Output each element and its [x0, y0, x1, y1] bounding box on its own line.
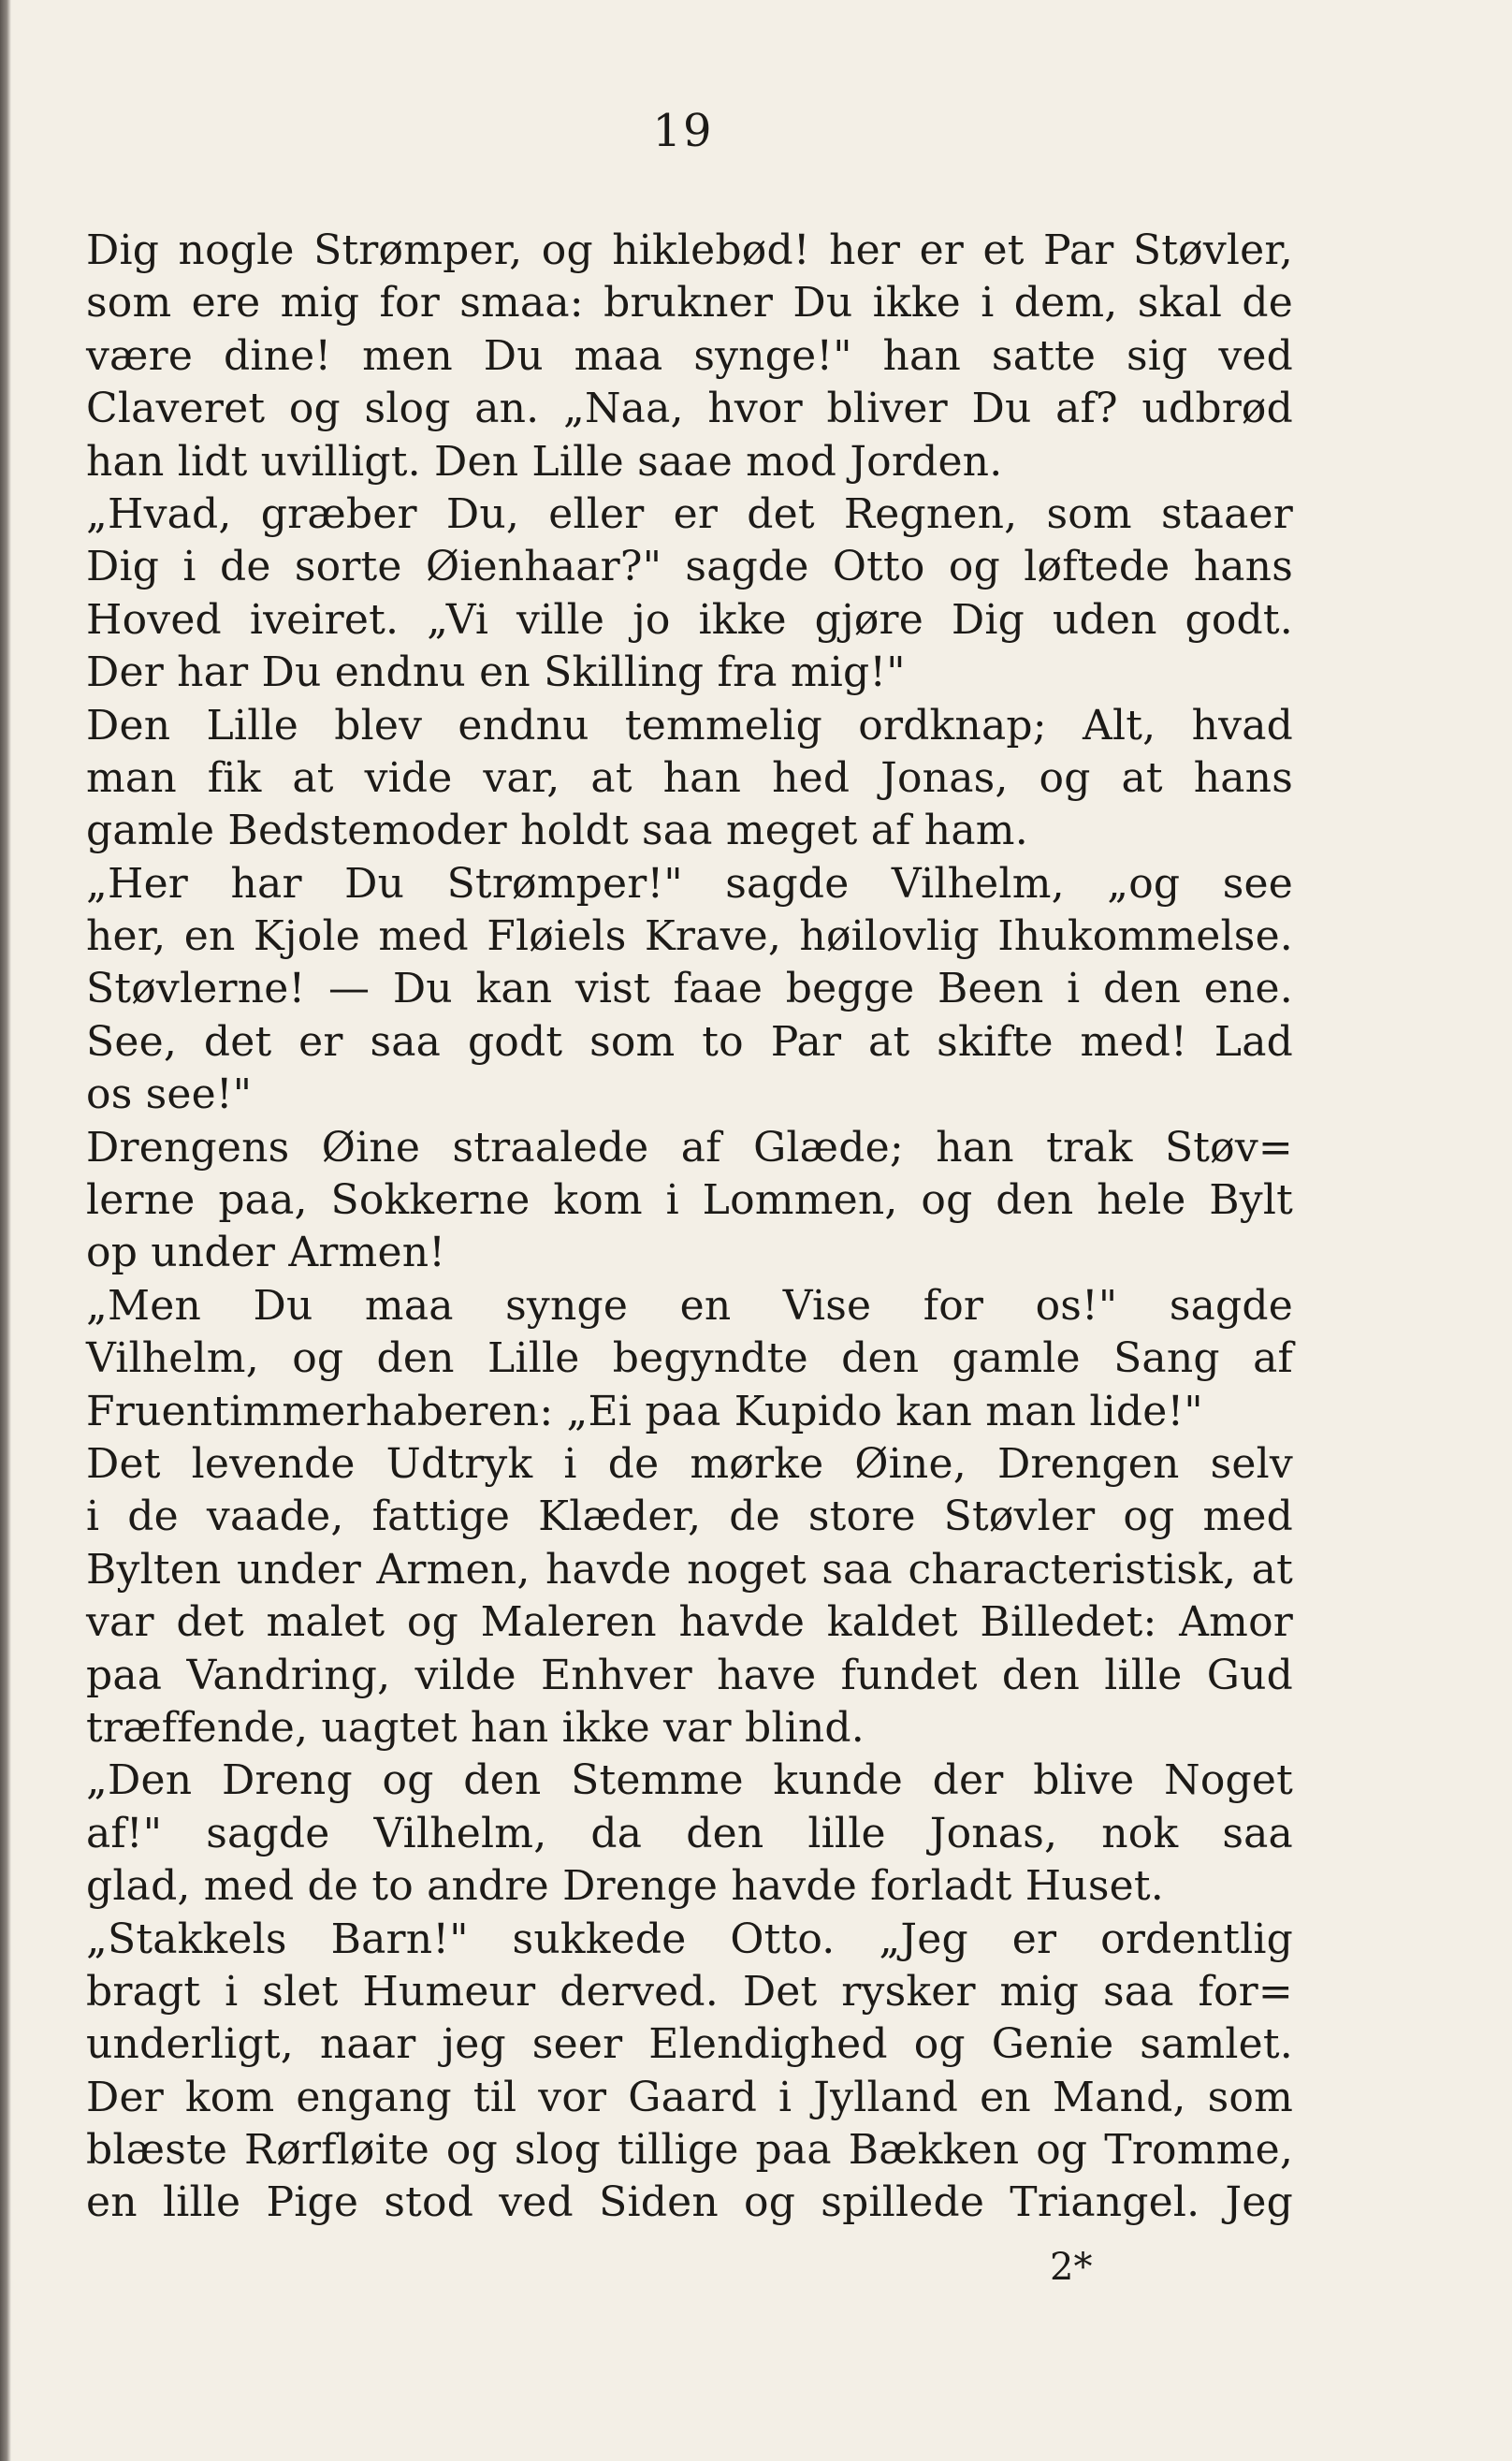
text-line: Støvlerne! — Du kan vist faae begge Been i den ene.: [86, 965, 1293, 1013]
text-line: glad, med de to andre Drenge havde forladt Huset.: [86, 1862, 1164, 1911]
text-line: Den Lille blev endnu temmelig ordknap; Alt, hvad: [86, 701, 1293, 750]
text-line: man fik at vide var, at han hed Jonas, og at hans: [86, 753, 1293, 802]
text-line: paa Vandring, vilde Enhver have fundet den lille Gud: [86, 1651, 1293, 1699]
text-line: Claveret og slog an. „Naa, hvor bliver Du af? udbrød: [86, 385, 1293, 433]
text-line: en lille Pige stod ved Siden og spillede Triangel. Jeg: [86, 2178, 1293, 2227]
text-line: Det levende Udtryk i de mørke Øine, Drengen selv: [86, 1439, 1293, 1488]
text-line: gamle Bedstemoder holdt saa meget af ham.: [86, 807, 1028, 855]
text-line: blæste Rørfløite og slog tillige paa Bækken og Tromme,: [86, 2126, 1293, 2175]
text-line: bragt i slet Humeur derved. Det rysker mig saa for=: [86, 1967, 1293, 2016]
text-line: i de vaade, fattige Klæder, de store Støvler og med: [86, 1493, 1293, 1541]
text-line: her, en Kjole med Fløiels Krave, høilovlig Ihukommelse.: [86, 912, 1293, 961]
text-line: Der har Du endnu en Skilling fra mig!": [86, 648, 906, 697]
text-line: Drengens Øine straalede af Glæde; han trak Støv=: [86, 1123, 1293, 1172]
text-line: „Hvad, græber Du, eller er det Regnen, som staaer: [86, 489, 1293, 538]
page-edge-shadow: [0, 0, 11, 2461]
text-line: op under Armen!: [86, 1229, 446, 1277]
text-line: Dig nogle Strømper, og hiklebød! her er et Par Støvler,: [86, 226, 1293, 274]
text-line: lerne paa, Sokkerne kom i Lommen, og den hele Bylt: [86, 1176, 1293, 1225]
text-line: Fruentimmerhaberen: „Ei paa Kupido kan man lide!": [86, 1387, 1203, 1435]
text-line: Dig i de sorte Øienhaar?" sagde Otto og løftede hans: [86, 543, 1293, 591]
text-line: træffende, uagtet han ikke var blind.: [86, 1703, 865, 1752]
text-line: af!" sagde Vilhelm, da den lille Jonas, nok saa: [86, 1809, 1293, 1857]
text-line: „Her har Du Strømper!" sagde Vilhelm, „og see: [86, 859, 1293, 908]
text-line: være dine! men Du maa synge!" han satte sig ved: [86, 331, 1293, 380]
text-line: var det malet og Maleren havde kaldet Billedet: Amor: [86, 1598, 1293, 1647]
text-line: See, det er saa godt som to Par at skifte med! Lad: [86, 1017, 1293, 1066]
text-line: os see!": [86, 1070, 253, 1119]
text-line: som ere mig for smaa: brukner Du ikke i dem, skal de: [86, 279, 1293, 328]
text-line: Der kom engang til vor Gaard i Jylland en Mand, som: [86, 2073, 1293, 2121]
body-text: [86, 225, 1293, 2230]
text-line: Bylten under Armen, havde noget saa characteristisk, at: [86, 1545, 1293, 1594]
text-line: „Den Dreng og den Stemme kunde der blive Noget: [86, 1756, 1293, 1805]
text-line: han lidt uvilligt. Den Lille saae mod Jorden.: [86, 437, 1003, 486]
text-line: Hoved iveiret. „Vi ville jo ikke gjøre Dig uden godt.: [86, 595, 1293, 644]
text-line: Vilhelm, og den Lille begyndte den gamle Sang af: [86, 1334, 1293, 1383]
page-number: 19: [652, 105, 714, 157]
text-line: „Men Du maa synge en Vise for os!" sagde: [86, 1281, 1293, 1330]
text-line: underligt, naar jeg seer Elendighed og Genie samlet.: [86, 2020, 1293, 2069]
text-line: „Stakkels Barn!" sukkede Otto. „Jeg er ordentlig: [86, 1915, 1293, 1963]
printer-signature-mark: 2*: [1050, 2246, 1093, 2289]
